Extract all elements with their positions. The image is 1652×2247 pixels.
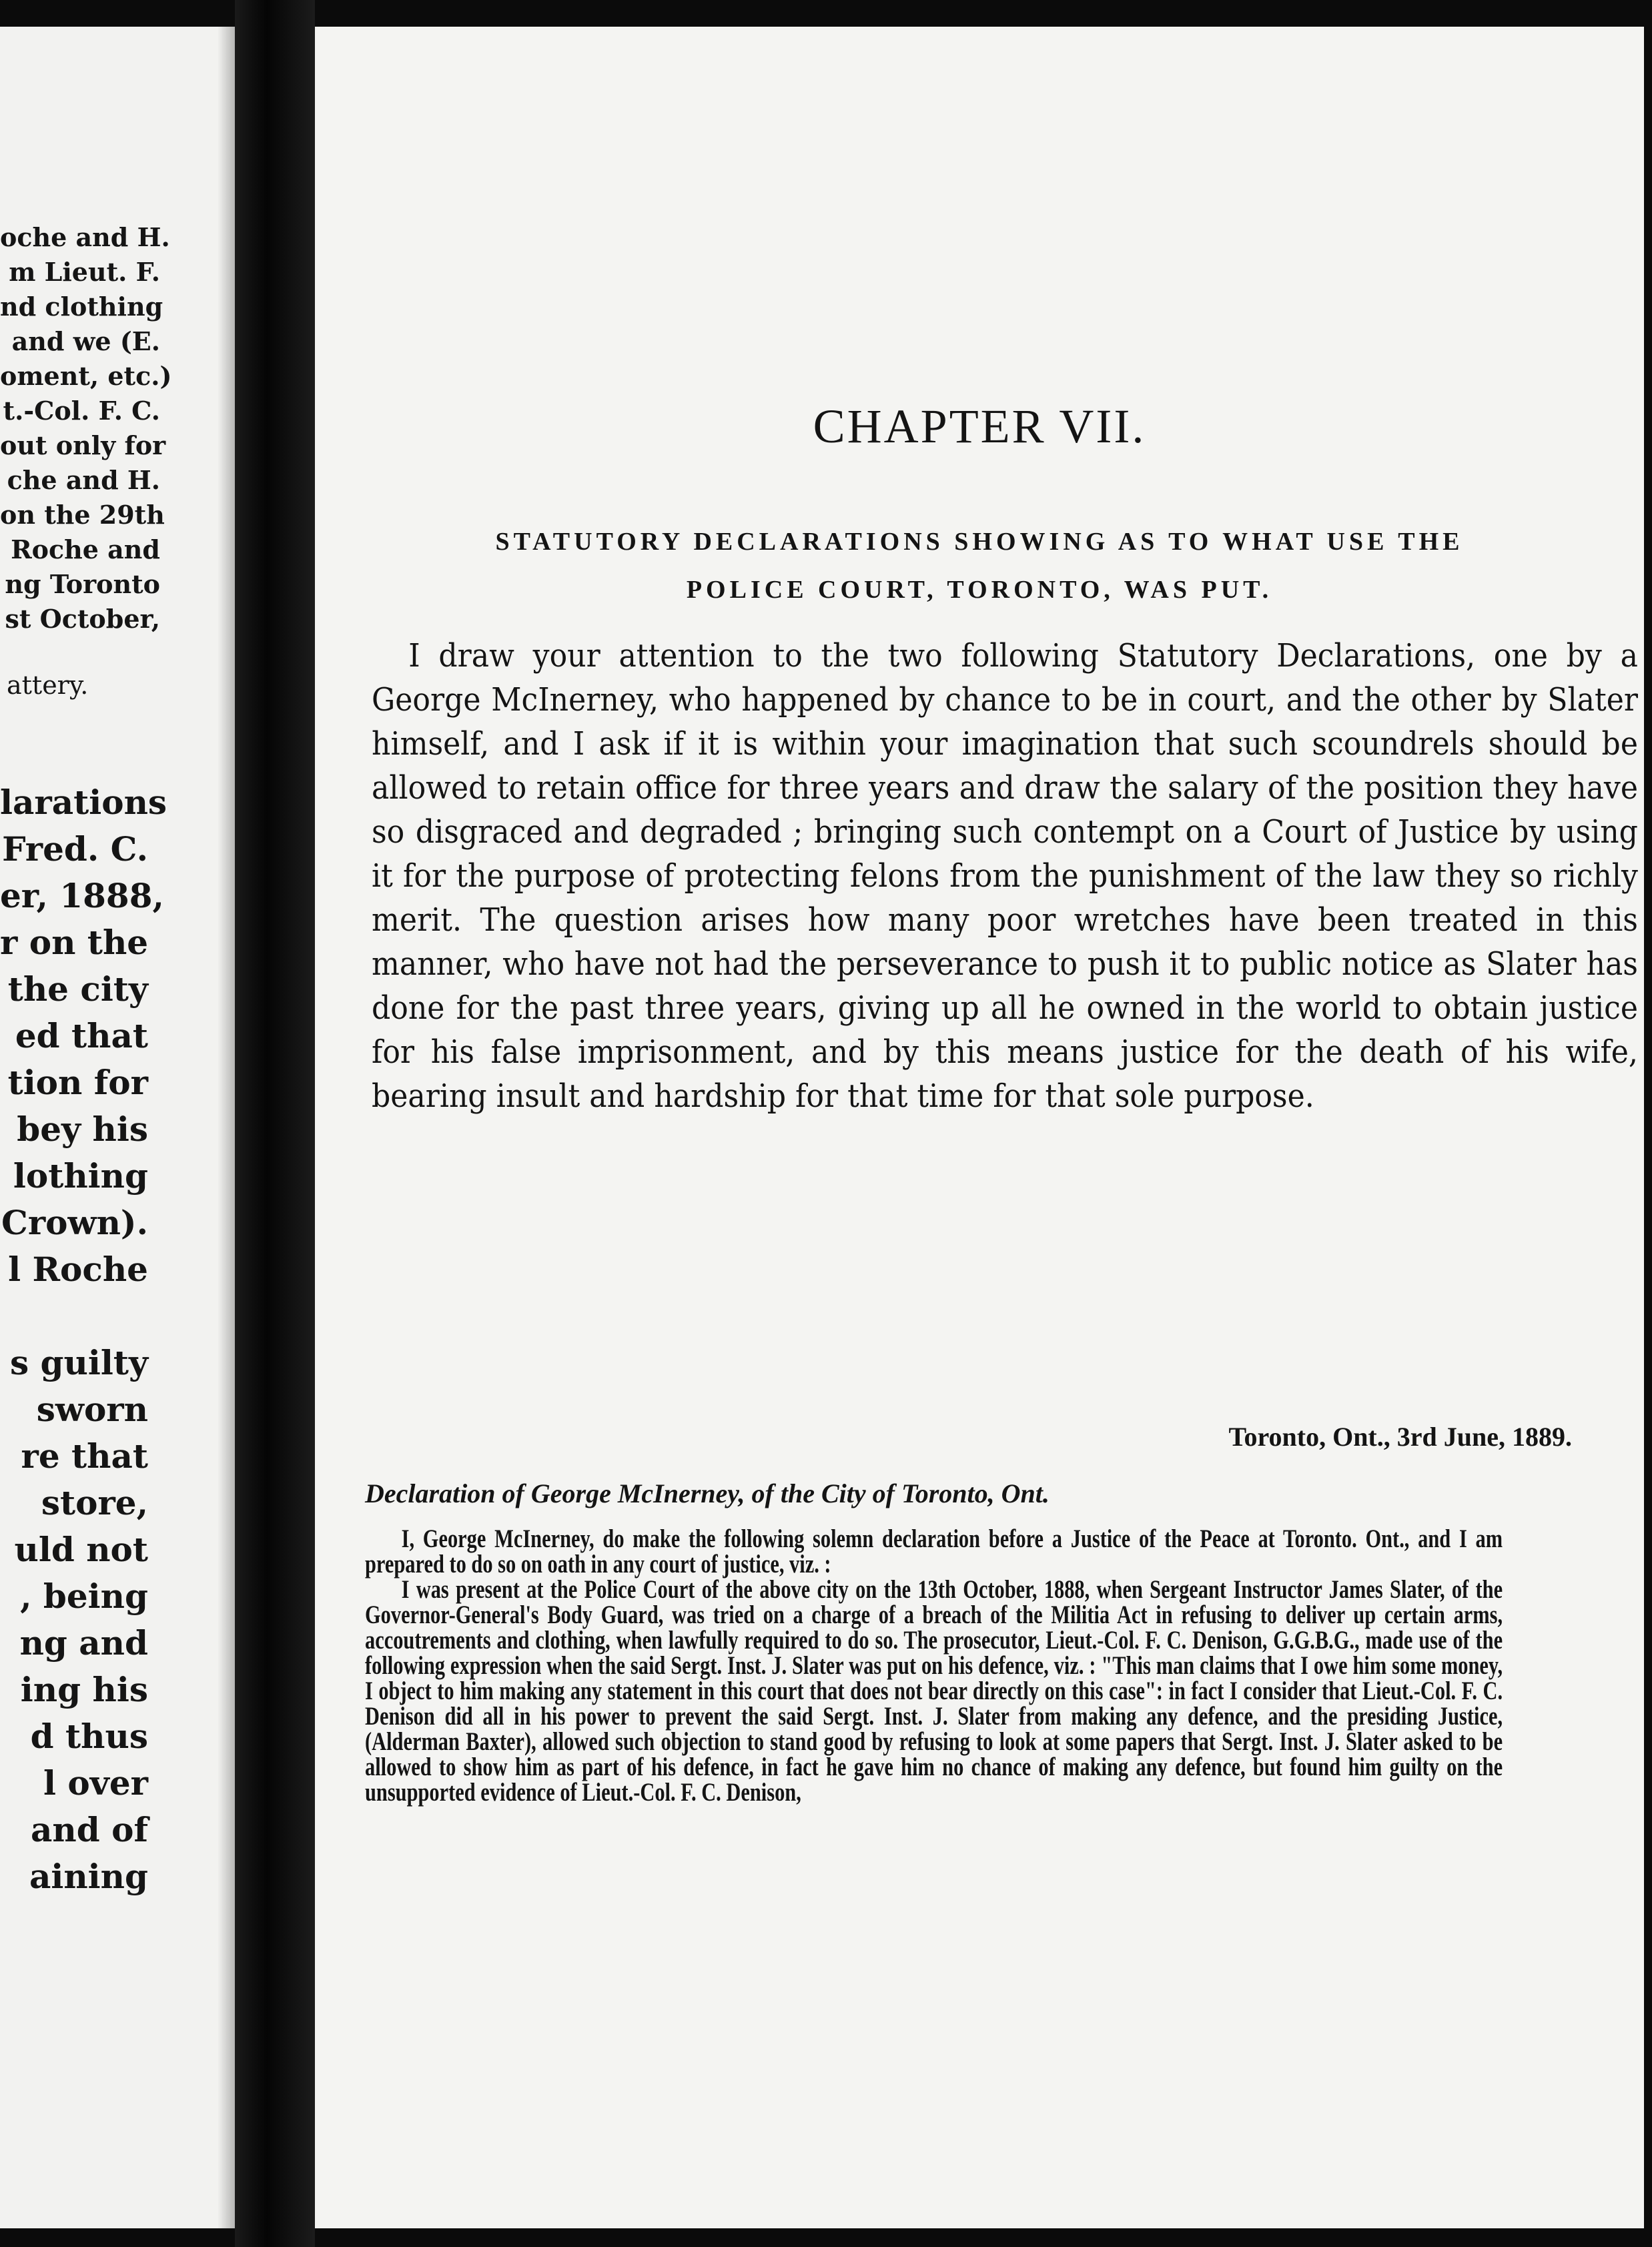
- chapter-title: CHAPTER VII.: [813, 400, 1146, 453]
- left-line: r on the: [0, 923, 149, 962]
- left-line: Crown).: [1, 1203, 148, 1242]
- left-line: l Roche: [8, 1250, 148, 1289]
- left-line: aining: [29, 1857, 148, 1896]
- left-line: nd clothing: [0, 292, 163, 322]
- declaration-text: [365, 1526, 1503, 1805]
- left-line: uld not: [14, 1530, 148, 1569]
- left-line: Fred. C.: [2, 829, 148, 869]
- left-line: attery.: [7, 670, 89, 700]
- left-line: oche and H.: [0, 222, 170, 252]
- declaration-paragraph: I, George McInerney, do make the following solemn declaration before a Justice of the Peace at Toronto. Ont., and I am prepared to do so on oath in any court of justice, viz. :: [365, 1524, 1503, 1579]
- left-line: Roche and: [11, 534, 160, 564]
- left-line: t.-Col. F. C.: [3, 396, 160, 426]
- book-gutter: [235, 0, 315, 2247]
- left-line: che and H.: [7, 465, 160, 495]
- left-line: d thus: [30, 1717, 148, 1756]
- left-line: tion for: [7, 1063, 148, 1102]
- left-line: the city: [7, 969, 148, 1009]
- declaration-heading: Declaration of George McInerney, of the City of Toronto, Ont.: [365, 1478, 1050, 1508]
- chapter-subtitle-line-2: POLICE COURT, TORONTO, WAS PUT.: [686, 576, 1273, 604]
- page-edge-shadow: [218, 27, 235, 2228]
- left-line: and of: [31, 1810, 148, 1849]
- left-line: er, 1888,: [0, 876, 164, 915]
- declaration-paragraph: I was present at the Police Court of the above city on the 13th October, 1888, when Sergeant Instructor James Slater, of the Governor-General's Body Guard, was tried on a charge of a breach of the Militia Act in refusing to deliver up certain arms, accoutrements and clothing, when lawfully required to do so. The prosecutor, Lieut.-Col. F. C. Denison, G.G.B.G., made use of the following expression when the said Sergt. Inst. J. Slater was put on his defence, viz. : "This man claims that I owe him some money, I object to him making any statement in this court that does not bear directly on this case": in fact I consider that Lieut.-Col. F. C. Denison did all in his power to prevent the said Sergt. Inst. J. Slater from making any defence, and the presiding Justice, (Alderman Baxter), allowed such objection to stand good by refusing to look at some papers that Sergt. Inst. J. Slater asked to be allowed to show him as part of his defence, in fact he gave him no chance of making any defence, but found him guilty on the unsupported evidence of Lieut.-Col. F. C. Denison,: [365, 1575, 1503, 1807]
- left-line: store,: [41, 1483, 148, 1522]
- left-line: ing his: [20, 1670, 148, 1709]
- left-line: , being: [20, 1577, 148, 1616]
- right-page: [315, 27, 1644, 2228]
- left-line: ng and: [19, 1623, 148, 1663]
- left-line: bey his: [17, 1109, 148, 1149]
- left-line: l over: [43, 1763, 148, 1803]
- chapter-subtitle-line-1: STATUTORY DECLARATIONS SHOWING AS TO WHAT USE THE: [495, 528, 1464, 556]
- left-line: oment, etc.): [0, 361, 172, 391]
- dateline: Toronto, Ont., 3rd June, 1889.: [1228, 1422, 1572, 1452]
- left-line: sworn: [36, 1390, 148, 1429]
- left-line: on the 29th: [0, 500, 165, 530]
- left-line: re that: [21, 1436, 148, 1476]
- left-line: m Lieut. F.: [9, 257, 160, 287]
- left-line: lothing: [13, 1156, 148, 1196]
- left-line: ng Toronto: [5, 569, 160, 599]
- left-line: ed that: [15, 1016, 148, 1055]
- left-line: s guilty: [9, 1343, 148, 1382]
- left-line: out only for: [0, 430, 166, 460]
- body-paragraph: I draw your attention to the two following Statutory Declarations, one by a George McInerney, who happened by chance to be in court, and the other by Slater himself, and I ask if it is within your imagination that such scoundrels should be allowed to retain office for three years and draw the salary of the position they have so disgraced and degraded ; bringing such contempt on a Court of Justice by using it for the purpose of protecting felons from the punishment of the law they so richly merit. The question arises how many poor wretches have been treated in this manner, who have not had the perseverance to push it to public notice as Slater has done for the past three years, giving up all he owned in the world to obtain justice for his false imprisonment, and by this means justice for the death of his wife, bearing insult and hardship for that time for that sole purpose.: [372, 637, 1638, 1115]
- left-line: larations: [0, 783, 167, 822]
- left-page-fragment: [0, 27, 235, 2228]
- left-line: st October,: [5, 604, 160, 634]
- left-line: and we (E.: [11, 326, 160, 356]
